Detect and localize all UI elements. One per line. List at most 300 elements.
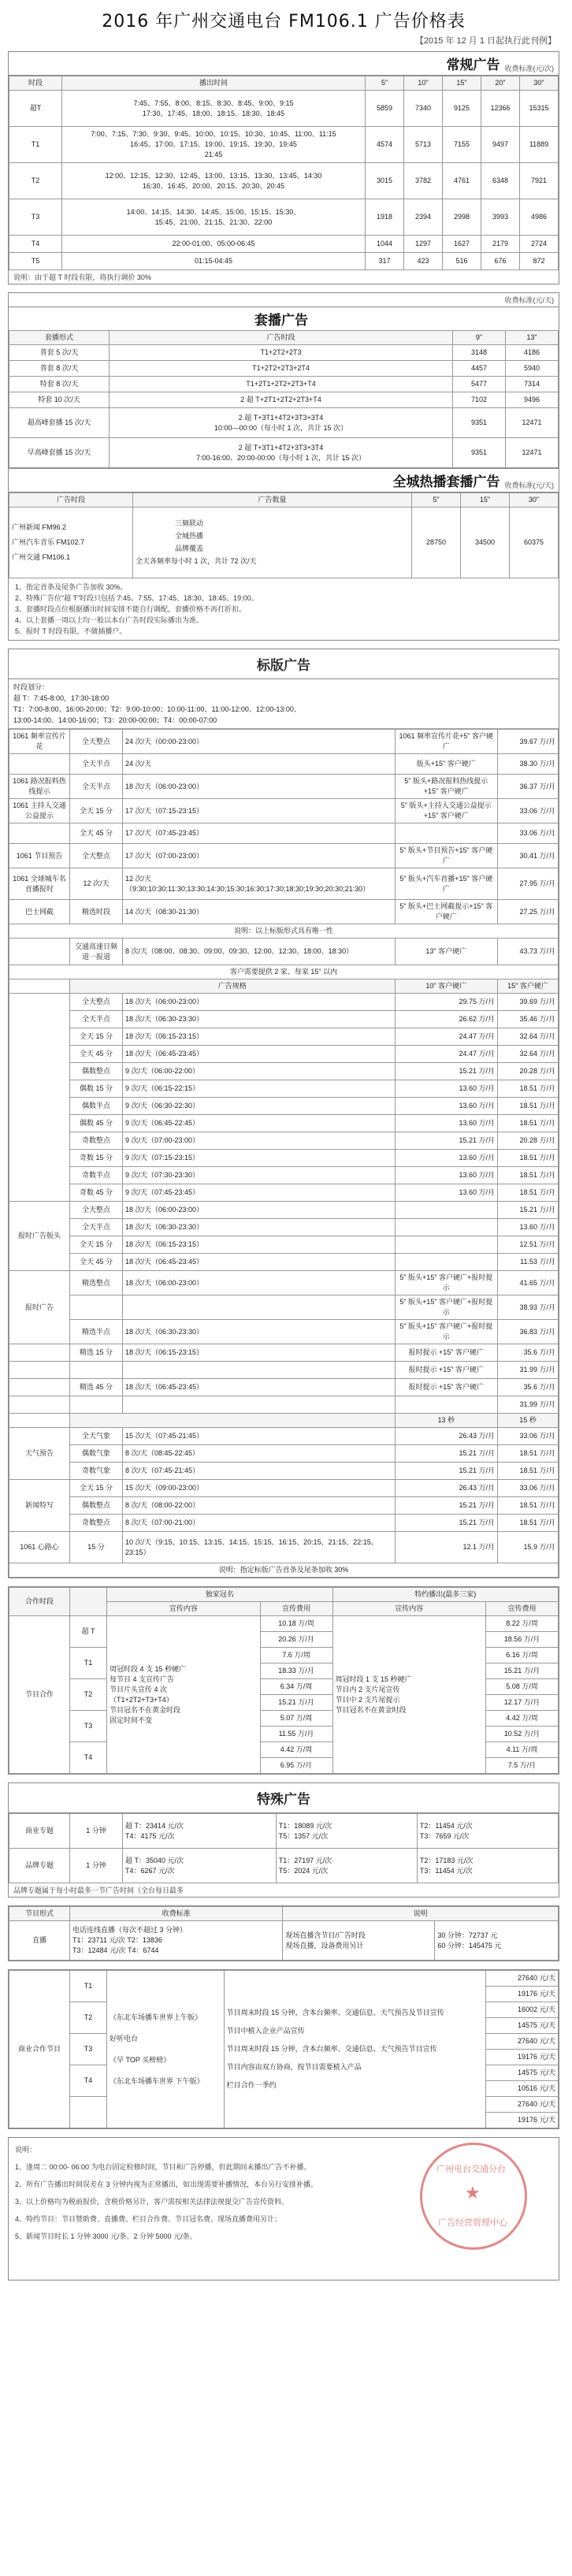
table-row — [9, 1202, 559, 1219]
fee-cell: 11.55 万/月 — [260, 1727, 332, 1742]
text-line: T1+2T2+2T3+2T4 — [252, 364, 310, 372]
row-desc: 5" 版头+节目预告+15" 客户硬广 — [395, 844, 497, 868]
table-row — [9, 1616, 559, 1632]
row-freq: 8 次/天（07:00-21:00） — [123, 1515, 396, 1532]
text-line: 16:45、17:00、17:15、19:00、19:15、19:30、19:45 — [130, 140, 297, 148]
row-name: 新闻特写 — [9, 1480, 70, 1532]
row-sub: 全天 15 分 — [70, 1028, 123, 1046]
table-row — [9, 253, 559, 270]
text-line: 15:45、21:00、21:15、21:30、22:00 — [154, 217, 273, 226]
row-name: 报时广告 — [9, 1271, 70, 1344]
price-cell: 12471 — [506, 408, 559, 438]
table-row — [9, 1971, 559, 1987]
text-line: T2：11454 元/次 — [419, 1821, 473, 1830]
package-name: 早高峰套播 15 次/天 — [9, 438, 110, 468]
row-name — [9, 1379, 70, 1396]
fullcity-desc — [133, 507, 412, 578]
row-sub: 全天半点 — [70, 754, 123, 775]
row-freq: 9 次/天（06:15-22:15） — [123, 1080, 396, 1098]
biaoban-table — [9, 729, 559, 1578]
text-line: T1：27197 元/次 — [278, 1856, 332, 1864]
row-freq: 14 次/天（08:30-21:30） — [123, 900, 396, 924]
row-price: 13.60 万/月 — [498, 1219, 559, 1236]
price-cell: 16002 元/天 — [486, 2002, 559, 2018]
weather-rows — [9, 1428, 559, 1480]
row-desc — [395, 1254, 497, 1271]
live-line: 电话连线直播（每次不超过 3 分钟） — [72, 1926, 188, 1934]
row-price: 18.51 万/月 — [498, 1098, 559, 1115]
fullcity-line: 全城热播 — [175, 532, 204, 540]
live-right-a — [283, 1921, 435, 1961]
price-cell: 11889 — [520, 127, 559, 163]
segment-label: T5 — [9, 253, 62, 270]
row-sub: 全天 45 分 — [70, 823, 123, 844]
table-row — [9, 1814, 559, 1849]
row-freq: 9 次/天（06:30-22:30） — [123, 1098, 396, 1115]
row-name: 1061 节目预告 — [9, 844, 70, 868]
row-sub: 偶数 45 分 — [70, 1115, 123, 1132]
package-name: 特套 8 次/天 — [9, 377, 110, 392]
row-sub: 12 次/天 — [70, 868, 123, 900]
row-price: 18.51 万/月 — [498, 1150, 559, 1167]
content-a — [107, 1616, 261, 1774]
row-freq: 18 次/天（06:45-23:45） — [123, 1046, 396, 1063]
row-sub: 全天整点 — [70, 730, 123, 754]
note-line: 1、指定首条及尾条广告加收 30%。 — [15, 583, 128, 591]
special-cell — [417, 1814, 558, 1849]
row-price: 15.21 万/月 — [395, 1515, 497, 1532]
row-desc: 1061 频率宣传片花+5" 客户硬广 — [395, 730, 497, 754]
row-desc: 版头+15" 客户硬广 — [395, 754, 497, 775]
row-name — [9, 1344, 70, 1362]
col-header: 5" — [412, 493, 461, 507]
special-note: 品牌专题属于每小时最多一节广告时间（全台每日最多 — [13, 1886, 184, 1894]
effective-date: 【2015 年 12 月 1 日起执行此刊例】 — [414, 36, 556, 46]
package-name: 普套 8 次/天 — [9, 361, 110, 377]
row-name — [9, 994, 70, 1202]
row-desc: 5" 版头+主持人交通公益提示+15" 客户硬广 — [395, 799, 497, 823]
row-seg — [70, 2097, 107, 2128]
text-line: 22:00-01:00、05:00-06:45 — [172, 240, 255, 247]
row-freq: 10 次/天（9:15、10:15、13:15、14:15、15:15、16:15、20:15、21:15、22:15、23:15） — [123, 1532, 396, 1563]
col-header: 播出时间 — [62, 76, 366, 91]
price-cell: 27640 元/天 — [486, 2034, 559, 2050]
price-cell: 19176 元/天 — [486, 1987, 559, 2002]
row-desc: 报时提示 +15" 客户硬广 — [395, 1344, 497, 1362]
row-price: 18.51 万/月 — [498, 1515, 559, 1532]
air-times — [62, 91, 366, 127]
text-line: 7:45、7:55、8:00、8:15、8:30、8:45、9:00、9:15 — [133, 99, 294, 107]
row-price: 35.6 万/月 — [498, 1344, 559, 1362]
row-freq: 24 次/天 — [123, 754, 396, 775]
regular-ads-heading: 常规广告 — [446, 58, 500, 72]
segment-label: 超T — [9, 91, 62, 127]
price-cell: 3993 — [481, 199, 520, 236]
fee-cell: 6.34 万/周 — [260, 1679, 332, 1695]
row-price: 15.21 万/月 — [395, 1132, 497, 1150]
row-sub: 全天整点 — [70, 994, 123, 1011]
text-line: 2 超 T+3T1+4T2+3T3+3T4 — [238, 413, 324, 422]
fullcity-stations — [9, 507, 133, 578]
time-line: 13:00-14:00、14:00-16:00；T3：20:00-00:00；T4：00:00-07:00 — [13, 716, 217, 724]
price-cell: 60375 — [510, 507, 559, 578]
regular-note: 说明：由于超 T 时段有限，将执行调价 30% — [13, 273, 151, 281]
row-sub: 精选 45 分 — [70, 1379, 123, 1396]
row-price: 26.62 万/月 — [395, 1011, 497, 1028]
row-price: 39.67 万/月 — [498, 730, 559, 754]
row-sub: 奇数气象 — [70, 1463, 123, 1480]
regular-ads-header — [9, 52, 559, 76]
row-freq: 17 次/天（07:45-23:45） — [123, 823, 396, 844]
row-freq: 12 次/天（9:30;10:30;11:30;13:30;14:30;15:30;16:30;17:30;18:30;19:30;20:30;21:30） — [123, 868, 396, 900]
note-line: 4、特约节目：节目赞助费、直播费、栏目合作费、节目冠名费、现场直播费用另计； — [15, 2215, 282, 2223]
package-heading: 套播广告 — [254, 313, 308, 328]
row-name: 1061 路况报料热线提示 — [9, 775, 70, 799]
row-freq: 18 次/天（06:15-23:15） — [123, 1028, 396, 1046]
text-line: 节目周末时段 15 分钟，含本台频率、交通信息、天气预告节目宣传 — [226, 2045, 437, 2053]
text-line: 《东北车场播车世界上午版》 — [110, 2013, 202, 2021]
traffic-news-rows — [9, 994, 559, 1202]
col-header: 套播形式 — [9, 331, 110, 345]
text-line: 17:30、17:45、18:00、18:15、18:30、18:45 — [142, 109, 285, 117]
row-freq: 24 次/天（00:00-23:00） — [123, 730, 396, 754]
price-cell: 14575 元/天 — [486, 2065, 559, 2081]
segment-label: T2 — [9, 163, 62, 199]
price-cell: 4457 — [453, 361, 506, 377]
col-header: 15" 客户硬广 — [498, 979, 559, 994]
live-panel — [8, 1905, 559, 1961]
price-cell: 9351 — [453, 438, 506, 468]
special-table — [9, 1813, 559, 1883]
table-row — [9, 844, 559, 868]
package-name: 特套 10 次/天 — [9, 392, 110, 408]
business-panel — [8, 1969, 559, 2129]
row-name — [9, 939, 70, 965]
row-price: 38.30 万/月 — [498, 754, 559, 775]
air-times — [62, 199, 366, 236]
text-line: 2 超 T+3T1+4T2+3T3+3T4 — [238, 443, 324, 452]
row-freq: 18 次/天（06:30-23:30） — [123, 1219, 396, 1236]
row-sub: 奇数 15 分 — [70, 1150, 123, 1167]
text-line: 每节目 4 支宣传广告 — [110, 1675, 175, 1683]
price-cell: 5859 — [366, 91, 404, 127]
row-freq: 9 次/天（06:45-22:45） — [123, 1115, 396, 1132]
row-price: 35.6 万/月 — [498, 1379, 559, 1396]
col-header: 15 秒 — [498, 1414, 559, 1428]
time-report-rows — [9, 1271, 559, 1344]
price-cell: 676 — [481, 253, 520, 270]
time-report-head-rows — [9, 1202, 559, 1271]
price-cell: 4574 — [366, 127, 404, 163]
price-cell: 5940 — [506, 361, 559, 377]
row-seg: T4 — [70, 2065, 107, 2097]
row-sub: 偶数整点 — [70, 1063, 123, 1080]
price-cell: 19176 元/天 — [486, 2050, 559, 2065]
row-name: 品牌专题 — [9, 1849, 70, 1883]
row-sub: 偶数气象 — [70, 1445, 123, 1463]
text-line: 栏目合作一季约 — [226, 2081, 277, 2089]
row-sub: 全天半点 — [70, 775, 123, 799]
row-desc — [395, 1202, 497, 1219]
fullcity-line: 全天各频率每小时 1 次，共计 72 次/天 — [136, 557, 257, 565]
price-cell: 27640 元/天 — [486, 2097, 559, 2113]
price-cell: 1297 — [404, 236, 443, 253]
program-rows — [9, 1616, 559, 1774]
table-row — [9, 1271, 559, 1295]
row-price: 26.43 万/月 — [395, 1428, 497, 1445]
table-row — [9, 994, 559, 1011]
special-cell — [417, 1849, 558, 1883]
col-header: 独家冠名 — [107, 1588, 333, 1602]
price-cell: 9496 — [506, 392, 559, 408]
special-heading: 特殊广告 — [9, 1783, 559, 1813]
segment-label: T4 — [9, 236, 62, 253]
row-len: 1 分钟 — [70, 1814, 123, 1849]
row-price: 20.28 万/月 — [498, 1063, 559, 1080]
row-freq: 15 次/天（09:00-23:00） — [123, 1480, 396, 1497]
table-row — [9, 1115, 559, 1132]
fee-cell: 4.42 万/周 — [486, 1711, 559, 1727]
price-cell: 1627 — [443, 236, 481, 253]
row-desc — [395, 823, 497, 844]
price-cell: 872 — [520, 253, 559, 270]
col-header: 说明 — [283, 1907, 559, 1921]
col-header: 时段 — [9, 76, 62, 91]
price-cell: 3148 — [453, 345, 506, 361]
row-price: 32.64 万/月 — [498, 1046, 559, 1063]
row-price: 32.64 万/月 — [498, 1028, 559, 1046]
package-panel — [8, 292, 559, 641]
row-freq: 18 次/天（06:00-23:00） — [123, 1202, 396, 1219]
text-line: 节目冠名不在黄金时段 — [110, 1705, 181, 1714]
note-line: 1、逢周二 00:00- 06:00 为电台固定检修时间，节目和广告停播，但此期间未播出广告不补播。 — [15, 2163, 311, 2171]
row-sub: 奇数 45 分 — [70, 1184, 123, 1202]
col-header: 10" 客户硬广 — [395, 979, 497, 994]
row-price: 18.51 万/月 — [498, 1167, 559, 1184]
text-line: 节目片头宣传 4 次 — [110, 1685, 168, 1693]
select-rows — [9, 1344, 559, 1414]
regular-ads-panel — [8, 51, 559, 284]
row-price: 18.51 万/月 — [498, 1080, 559, 1098]
text-line: 超 T：35040 元/次 — [125, 1856, 184, 1864]
time-line: T1：7:00-8:00、16:00-20:00；T2：9:00-10:00；10:00-11:00、11:00-12:00、12:00-13:00、 — [13, 705, 301, 713]
live-right-b — [435, 1921, 559, 1961]
table-row — [9, 799, 559, 823]
row-price: 15.21 万/月 — [395, 1445, 497, 1463]
text-line: T1+2T1+2T2+2T3+T4 — [246, 380, 316, 388]
row-sub: 全天气象 — [70, 1428, 123, 1445]
fullcity-line: 三频联动 — [175, 519, 204, 527]
row-name — [9, 754, 70, 775]
special-rows — [9, 1814, 559, 1883]
row-desc: 5" 版头+15" 客户硬广+报时提示 — [395, 1295, 497, 1320]
price-cell: 4986 — [520, 199, 559, 236]
col-header: 15" — [443, 76, 481, 91]
row-price: 33.06 万/月 — [498, 1428, 559, 1445]
row-name — [9, 979, 70, 994]
row-sub: 偶数整点 — [70, 1497, 123, 1515]
text-line: 超 T：23414 元/次 — [125, 1821, 184, 1830]
price-cell: 1918 — [366, 199, 404, 236]
row-name: 商业合作节目 — [9, 1971, 70, 2128]
package-unit: 收费标准(元/天) — [504, 296, 554, 304]
air-times — [62, 236, 366, 253]
fee-cell: 4.42 万/周 — [260, 1742, 332, 1758]
note-line: 3、以上价格均为税前报价，含税价格另计，客户需按相关法律法规提交广告宣传资料。 — [15, 2198, 289, 2206]
final-notes-panel — [8, 2137, 559, 2280]
table-row — [9, 1344, 559, 1362]
seal-ring-text: 广州电台交通分台 — [436, 2165, 506, 2174]
official-seal — [420, 2143, 527, 2250]
row-freq — [123, 1396, 396, 1414]
live-line: 现场直播，设备费用另计 — [285, 1941, 364, 1950]
live-line: 30 分钟：72737 元 — [437, 1931, 498, 1939]
row-desc: 5" 版头+汽车首播+15" 客户硬广 — [395, 868, 497, 900]
col-header: 30" — [520, 76, 559, 91]
col-header: 合作时段 — [9, 1588, 70, 1616]
table-row — [9, 868, 559, 900]
row-freq — [123, 1295, 396, 1320]
seal-text: 广告经营管理中心 — [438, 2218, 507, 2228]
row-sub: 精选整点 — [70, 1271, 123, 1295]
fee-cell: 7.6 万/周 — [260, 1648, 332, 1663]
row-freq: 8 次/天（07:45-21:45） — [123, 1463, 396, 1480]
text-line: T2：17183 元/次 — [419, 1856, 474, 1864]
row-sub: 全天 45 分 — [70, 1254, 123, 1271]
fee-cell: 6.95 万/月 — [260, 1758, 332, 1774]
program-panel — [8, 1586, 559, 1775]
row-name — [9, 1362, 70, 1379]
text-line: 7:00、7:15、7:30、9:30、9:45、10:00、10:15、10:30、10:45、11:00、11:15 — [91, 130, 336, 138]
row-price: 27.25 万/月 — [498, 900, 559, 924]
table-row — [9, 1254, 559, 1271]
row-name: 商业专题 — [9, 1814, 70, 1849]
table-row — [9, 730, 559, 754]
time-label: 时段划分： — [13, 683, 50, 691]
price-cell: 516 — [443, 253, 481, 270]
row-price: 15.21 万/月 — [395, 1497, 497, 1515]
row-desc — [395, 1236, 497, 1254]
row-len: 1 分钟 — [70, 1849, 123, 1883]
row-sub: 偶数半点 — [70, 1098, 123, 1115]
air-times — [62, 163, 366, 199]
row-name: 报时广告版头 — [9, 1202, 70, 1271]
row-price: 13.60 万/月 — [395, 1098, 497, 1115]
fee-cell: 7.5 万/月 — [486, 1758, 559, 1774]
row-desc: 报时提示 +15" 客户硬广 — [395, 1379, 497, 1396]
table-row — [9, 1463, 559, 1480]
col-header: 15" — [461, 493, 510, 507]
col-header: 9" — [453, 331, 506, 345]
row-seg: T3 — [70, 1711, 107, 1742]
fee-cell: 5.07 万/周 — [260, 1711, 332, 1727]
text-line: 节目中 2 支片尾提示 — [335, 1695, 400, 1704]
fee-cell: 6.16 万/周 — [486, 1648, 559, 1663]
row-sub: 奇数半点 — [70, 1167, 123, 1184]
table-row — [9, 1445, 559, 1463]
row-seg: T4 — [70, 1742, 107, 1774]
special-cell — [123, 1849, 277, 1883]
text-line: T1：18089 元/次 — [278, 1821, 332, 1830]
row-freq — [123, 1362, 396, 1379]
col-header — [70, 1414, 396, 1428]
row-price: 15.21 万/月 — [498, 1202, 559, 1219]
row-sub: 全天整点 — [70, 844, 123, 868]
package-slot — [110, 438, 453, 468]
row-price: 15.9 万/月 — [498, 1532, 559, 1563]
package-table — [9, 330, 559, 468]
table-row — [9, 199, 559, 236]
row-name: 1061 频率宣传片花 — [9, 730, 70, 754]
text-line: 好听电台 — [110, 2034, 139, 2043]
row-freq: 15 次/天（07:45-21:45） — [123, 1428, 396, 1445]
row-sub: 精选时段 — [70, 900, 123, 924]
text-line: T1+2T2+2T3 — [260, 348, 302, 356]
row-name — [9, 1414, 70, 1428]
table-row — [9, 1480, 559, 1497]
package-slot — [110, 392, 453, 408]
table-row — [9, 1428, 559, 1445]
text-line: 12:00、12:15、12:30、12:45、13:00、13:15、13:30、13:45、14:30 — [105, 171, 322, 180]
row-freq: 18 次/天（06:45-23:45） — [123, 1379, 396, 1396]
row-sub: 全天 15 分 — [70, 799, 123, 823]
row-freq: 9 次/天（07:15-23:15） — [123, 1150, 396, 1167]
row-freq: 9 次/天（06:00-22:00） — [123, 1063, 396, 1080]
row-desc: 5" 版头+15" 客户硬广+报时提示 — [395, 1271, 497, 1295]
row-sub: 15 分 — [70, 1532, 123, 1563]
row-price: 36.83 万/月 — [498, 1320, 559, 1344]
row-freq: 8 次/天（08:45-22:45） — [123, 1445, 396, 1463]
air-times — [62, 127, 366, 163]
biz-left — [107, 1971, 225, 2128]
biaoban-note2: 说明：指定标版广告首条及尾条加收 30% — [9, 1563, 559, 1578]
text-line: 周冠时段 1 支 15 秒硬广 — [335, 1675, 412, 1683]
special-panel — [8, 1782, 559, 1898]
row-sub: 交通高速日频道一报道 — [70, 939, 123, 965]
col-header: 5" — [366, 76, 404, 91]
row-price: 31.99 万/月 — [498, 1362, 559, 1379]
price-cell: 2394 — [404, 199, 443, 236]
fee-cell: 10.52 万/月 — [486, 1727, 559, 1742]
row-price: 33.06 万/月 — [498, 799, 559, 823]
row-freq: 18 次/天（06:00-23:00） — [123, 775, 396, 799]
row-price: 13.60 万/月 — [395, 1167, 497, 1184]
col-header: 广告规格 — [70, 979, 396, 994]
table-row — [9, 392, 559, 408]
business-rows — [9, 1971, 559, 2128]
price-cell: 15315 — [520, 91, 559, 127]
row-name: 节目合作 — [9, 1616, 70, 1774]
note-line: 3、套播时段点位根据播出时间安排不能自行调配，套播价格不再打折扣。 — [15, 605, 247, 613]
sub-header: 宣传内容 — [332, 1602, 486, 1616]
row-price: 30.41 万/月 — [498, 844, 559, 868]
row-price: 12.51 万/月 — [498, 1236, 559, 1254]
price-cell: 1044 — [366, 236, 404, 253]
biaoban-note1: 说明：以上标版形式具有唯一性 — [9, 924, 559, 939]
row-price: 18.51 万/月 — [498, 1115, 559, 1132]
row-sub: 全天 45 分 — [70, 1046, 123, 1063]
col-header: 20" — [481, 76, 520, 91]
row-sub: 全天半点 — [70, 1011, 123, 1028]
special-cell — [123, 1814, 277, 1849]
table-row — [9, 1046, 559, 1063]
row-desc: 5" 版头+巴士网截提示+15" 客户硬广 — [395, 900, 497, 924]
text-line: 节目周末时段 15 分钟，含本台频率、交通信息、天气预告及节目宣传 — [226, 2009, 444, 2017]
table-row — [9, 823, 559, 844]
table-row — [9, 163, 559, 199]
row-price: 11.53 万/月 — [498, 1254, 559, 1271]
row-seg: T2 — [70, 2002, 107, 2034]
